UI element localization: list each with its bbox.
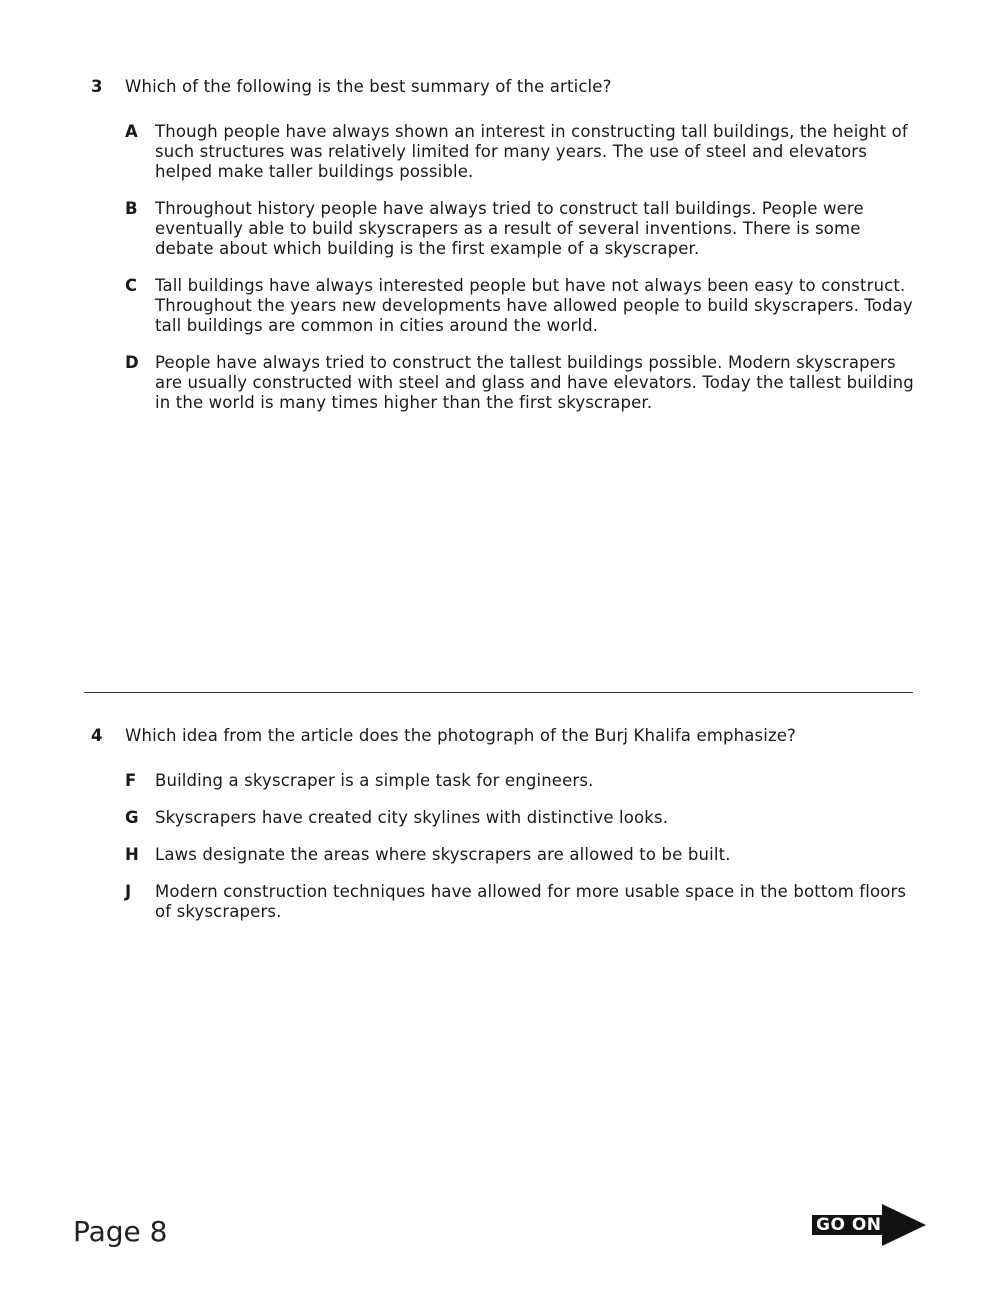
option-letter: J [125, 882, 132, 901]
option-letter: G [125, 808, 139, 827]
question-3 [91, 77, 921, 430]
question-text: Which of the following is the best summary of the article? [125, 77, 612, 96]
option-text: Building a skyscraper is a simple task for engineers. [155, 771, 594, 790]
option-letter: A [125, 122, 138, 141]
answer-option-c[interactable] [125, 276, 921, 336]
answer-option-d[interactable] [125, 353, 921, 413]
answer-options [125, 771, 921, 922]
option-text: People have always tried to construct the tallest buildings possible. Modern skyscrapers are usually constructed with steel and glass and have elevators. Today the tallest building in the world is many times higher than the first skyscraper. [155, 353, 914, 412]
answer-option-a[interactable] [125, 122, 921, 182]
question-number: 3 [91, 77, 103, 96]
question-4 [91, 726, 921, 939]
option-text: Modern construction techniques have allowed for more usable space in the bottom floors of skyscrapers. [155, 882, 907, 921]
page-number: Page 8 [73, 1215, 168, 1248]
question-stem [91, 77, 921, 97]
option-letter: D [125, 353, 139, 372]
option-text: Throughout history people have always tried to construct tall buildings. People were eventually able to build skyscrapers as a result of several inventions. There is some debate about which building is the first example of a skyscraper. [155, 199, 864, 258]
go-on-label: GO ON [816, 1215, 882, 1235]
answer-option-j[interactable] [125, 882, 921, 922]
option-text: Tall buildings have always interested people but have not always been easy to construct. Throughout the years new developments have allowed people to build skyscrapers. Today tall buildings are common in cities around the world. [155, 276, 913, 335]
option-letter: C [125, 276, 138, 295]
question-number: 4 [91, 726, 103, 745]
section-divider [84, 692, 913, 693]
answer-option-f[interactable] [125, 771, 921, 791]
option-text: Though people have always shown an interest in constructing tall buildings, the height of such structures was relatively limited for many years. The use of steel and elevators helped make taller buildings possible. [155, 122, 908, 181]
answer-option-h[interactable] [125, 845, 921, 865]
answer-option-b[interactable] [125, 199, 921, 259]
question-stem [91, 726, 921, 746]
answer-option-g[interactable] [125, 808, 921, 828]
question-text: Which idea from the article does the photograph of the Burj Khalifa emphasize? [125, 726, 796, 745]
go-on-button[interactable] [812, 1204, 926, 1246]
option-text: Laws designate the areas where skyscrapers are allowed to be built. [155, 845, 731, 864]
option-letter: F [125, 771, 137, 790]
answer-options [125, 122, 921, 413]
option-letter: H [125, 845, 139, 864]
option-letter: B [125, 199, 138, 218]
option-text: Skyscrapers have created city skylines with distinctive looks. [155, 808, 669, 827]
